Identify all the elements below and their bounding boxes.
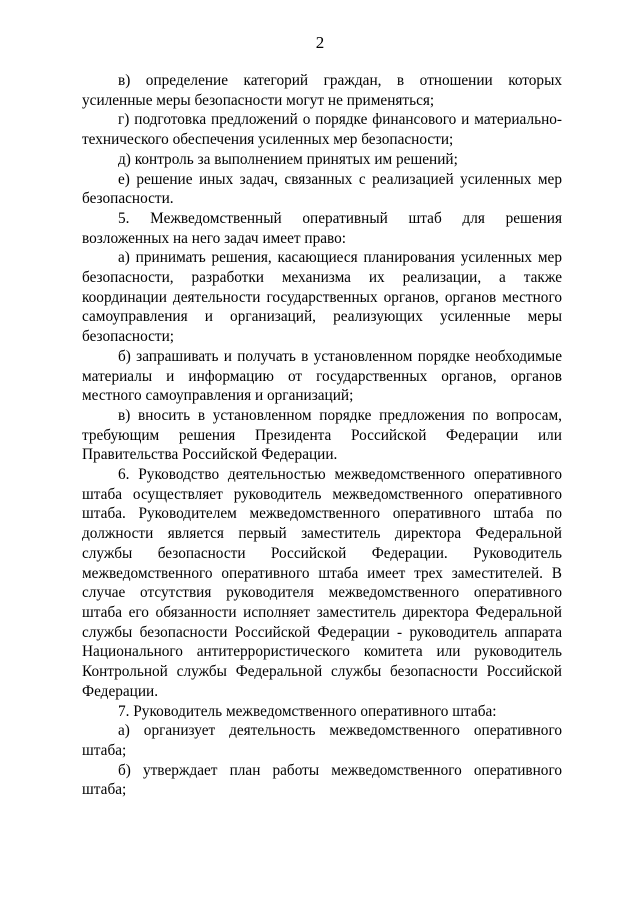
paragraph-item-d: д) контроль за выполнением принятых им решений; (118, 150, 458, 168)
paragraph-item-g: г) подготовка предложений о порядке финансового и материально-технического обеспечения усиленных мер безопасности; (82, 111, 562, 149)
paragraph-section-5-item-v: в) вносить в установленном порядке предложения по вопросам, требующим решения Президента Российской Федерации или Правительства Российской Федерации. (82, 406, 562, 464)
paragraph-section-6: 6. Руководство деятельностью межведомственного оперативного штаба осуществляет руководитель межведомственного оперативного штаба. Руководителем межведомственного оперативного штаба по должности является первый заместитель директора Федеральной службы безопасности Российской Федерации. Руководитель межведомственного оперативного штаба имеет трех заместителей. В случае отсутствия руководителя межведомственного оперативного штаба его обязанности исполняет заместитель директора Федеральной службы безопасности Российской Федерации - руководитель аппарата Национального антитеррористического комитета или руководитель Контрольной службы Федеральной службы безопасности Российской Федерации. (82, 466, 562, 700)
page-number: 2 (315, 33, 325, 52)
paragraph-section-5-item-b: б) запрашивать и получать в установленном порядке необходимые материалы и информацию от государственных органов, органов местного самоуправления и организаций; (82, 347, 562, 405)
paragraph-item-e: е) решение иных задач, связанных с реализацией усиленных мер безопасности. (82, 170, 562, 208)
paragraph-section-5-item-a: а) принимать решения, касающиеся планирования усиленных мер безопасности, разработки механизма их реализации, а также координации деятельности государственных органов, органов местного самоуправления и организаций, реализующих усиленные меры безопасности; (82, 249, 562, 346)
paragraph-section-7-item-b: б) утверждает план работы межведомственного оперативного штаба; (82, 761, 562, 799)
document-body (82, 71, 562, 800)
paragraph-section-5: 5. Межведомственный оперативный штаб для решения возложенных на него задач имеет право: (82, 209, 562, 247)
paragraph-section-7-item-a: а) организует деятельность межведомственного оперативного штаба; (82, 722, 562, 759)
paragraph-section-7: 7. Руководитель межведомственного оперативного штаба: (118, 702, 497, 720)
paragraph-item-v: в) определение категорий граждан, в отношении которых усиленные меры безопасности могут не применяться; (82, 72, 562, 109)
